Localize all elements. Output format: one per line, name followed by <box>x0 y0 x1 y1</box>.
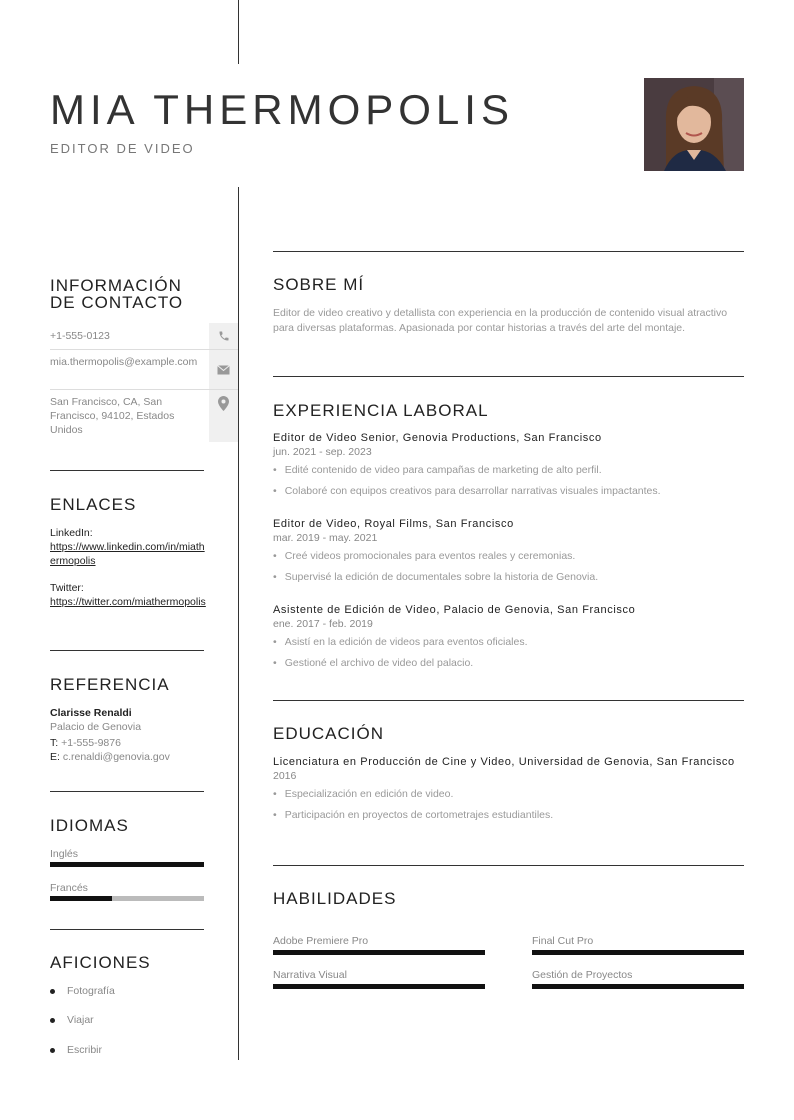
skills-section-title: HABILIDADES <box>273 889 397 908</box>
reference-email: c.renaldi@genovia.gov <box>62 751 170 763</box>
job-dates: jun. 2021 - sep. 2023 <box>273 446 372 458</box>
job-entry <box>273 604 744 670</box>
phone-icon <box>209 323 238 349</box>
mail-icon <box>209 350 238 389</box>
divider <box>273 376 744 377</box>
top-divider-line <box>238 0 239 64</box>
contact-email: mia.thermopolis@example.com <box>50 356 198 368</box>
skill-level-bar <box>532 984 744 989</box>
hobby-label: Viajar <box>67 1014 94 1026</box>
profile-photo <box>644 78 744 171</box>
bullet-icon <box>50 989 55 994</box>
education-entry <box>273 755 744 822</box>
reference-org: Palacio de Genovia <box>50 721 142 733</box>
job-dates: ene. 2017 - feb. 2019 <box>273 618 373 630</box>
contact-phone-row <box>50 323 238 350</box>
location-pin-icon <box>209 390 238 442</box>
education-bullet: • Especialización en edición de video. <box>273 787 744 801</box>
hobby-item <box>50 1043 102 1057</box>
degree-title: Licenciatura en Producción de Cine y Video, Universidad de Genovia, San Francisco <box>273 756 735 768</box>
skill-name: Gestión de Proyectos <box>532 969 633 981</box>
contact-phone: +1-555-0123 <box>50 330 110 342</box>
job-bullet: • Asistí en la edición de videos para eventos oficiales. <box>273 635 744 649</box>
reference-name: Clarisse Renaldi <box>50 707 132 719</box>
contact-address-row <box>50 390 238 442</box>
about-section-title: SOBRE MÍ <box>273 275 365 294</box>
skill-name: Adobe Premiere Pro <box>273 935 369 947</box>
linkedin-link[interactable]: https://www.linkedin.com/in/miathermopolis <box>50 541 205 567</box>
reference-section-title: REFERENCIA <box>50 675 170 694</box>
job-bullet: • Supervisé la edición de documentales sobre la historia de Genovia. <box>273 570 744 584</box>
education-section-title: EDUCACIÓN <box>273 724 385 743</box>
linkedin-label: LinkedIn: <box>50 527 93 539</box>
degree-year: 2016 <box>273 770 297 782</box>
job-bullet: • Gestioné el archivo de video del palacio. <box>273 656 744 670</box>
job-title: Editor de Video Senior, Genovia Productions, San Francisco <box>273 432 602 444</box>
language-name: Inglés <box>50 848 79 860</box>
job-entry <box>273 518 744 584</box>
contact-title-line2: DE CONTACTO <box>50 293 184 312</box>
language-level-bar <box>50 862 204 867</box>
divider <box>50 929 204 930</box>
divider <box>50 791 204 792</box>
candidate-role: EDITOR DE VIDEO <box>50 141 195 156</box>
job-title: Editor de Video, Royal Films, San Francisco <box>273 518 514 530</box>
hobby-label: Escribir <box>67 1044 103 1056</box>
divider <box>50 650 204 651</box>
languages-section-title: IDIOMAS <box>50 816 129 835</box>
links-list <box>50 526 206 609</box>
hobby-label: Fotografía <box>67 985 115 997</box>
divider <box>273 700 744 701</box>
job-bullet: • Edité contenido de video para campañas de marketing de alto perfil. <box>273 463 744 477</box>
column-divider-line <box>238 187 239 1060</box>
reference-block <box>50 706 206 764</box>
twitter-link[interactable]: https://twitter.com/miathermopolis <box>50 596 206 608</box>
language-name: Francés <box>50 882 88 894</box>
job-bullet: • Creé videos promocionales para eventos reales y ceremonias. <box>273 549 744 563</box>
contact-address: San Francisco, CA, San Francisco, 94102, Estados Unidos <box>50 396 175 436</box>
divider <box>273 865 744 866</box>
hobby-item <box>50 984 115 998</box>
skill-name: Narrativa Visual <box>273 969 347 981</box>
bullet-icon <box>50 1048 55 1053</box>
skill-level-bar <box>532 950 744 955</box>
reference-email-label: E: <box>50 751 60 763</box>
job-entry <box>273 432 744 498</box>
links-section-title: ENLACES <box>50 495 137 514</box>
reference-phone-label: T: <box>50 737 59 749</box>
education-bullet: • Participación en proyectos de cortometrajes estudiantiles. <box>273 808 744 822</box>
hobby-item <box>50 1013 94 1027</box>
twitter-label: Twitter: <box>50 582 84 594</box>
job-bullet: • Colaboré con equipos creativos para desarrollar narrativas visuales impactantes. <box>273 484 744 498</box>
skill-name: Final Cut Pro <box>532 935 594 947</box>
experience-section-title: EXPERIENCIA LABORAL <box>273 401 489 420</box>
skill-level-bar <box>273 984 485 989</box>
bullet-icon <box>50 1018 55 1023</box>
contact-email-row <box>50 350 238 390</box>
candidate-name: MIA THERMOPOLIS <box>50 86 514 133</box>
contact-title-line1: INFORMACIÓN <box>50 276 182 295</box>
divider <box>273 251 744 252</box>
reference-phone: +1-555-9876 <box>61 737 121 749</box>
hobbies-section-title: AFICIONES <box>50 953 151 972</box>
job-dates: mar. 2019 - may. 2021 <box>273 532 378 544</box>
about-text: Editor de video creativo y detallista con experiencia en la producción de contenido visual atractivo para diversas plataformas. Apasionada por contar historias a través del arte del montaje. <box>273 307 728 334</box>
contact-section-title <box>50 277 206 311</box>
divider <box>50 470 204 471</box>
skill-level-bar <box>273 950 485 955</box>
language-level-bar <box>50 896 204 901</box>
job-title: Asistente de Edición de Video, Palacio de Genovia, San Francisco <box>273 604 636 616</box>
